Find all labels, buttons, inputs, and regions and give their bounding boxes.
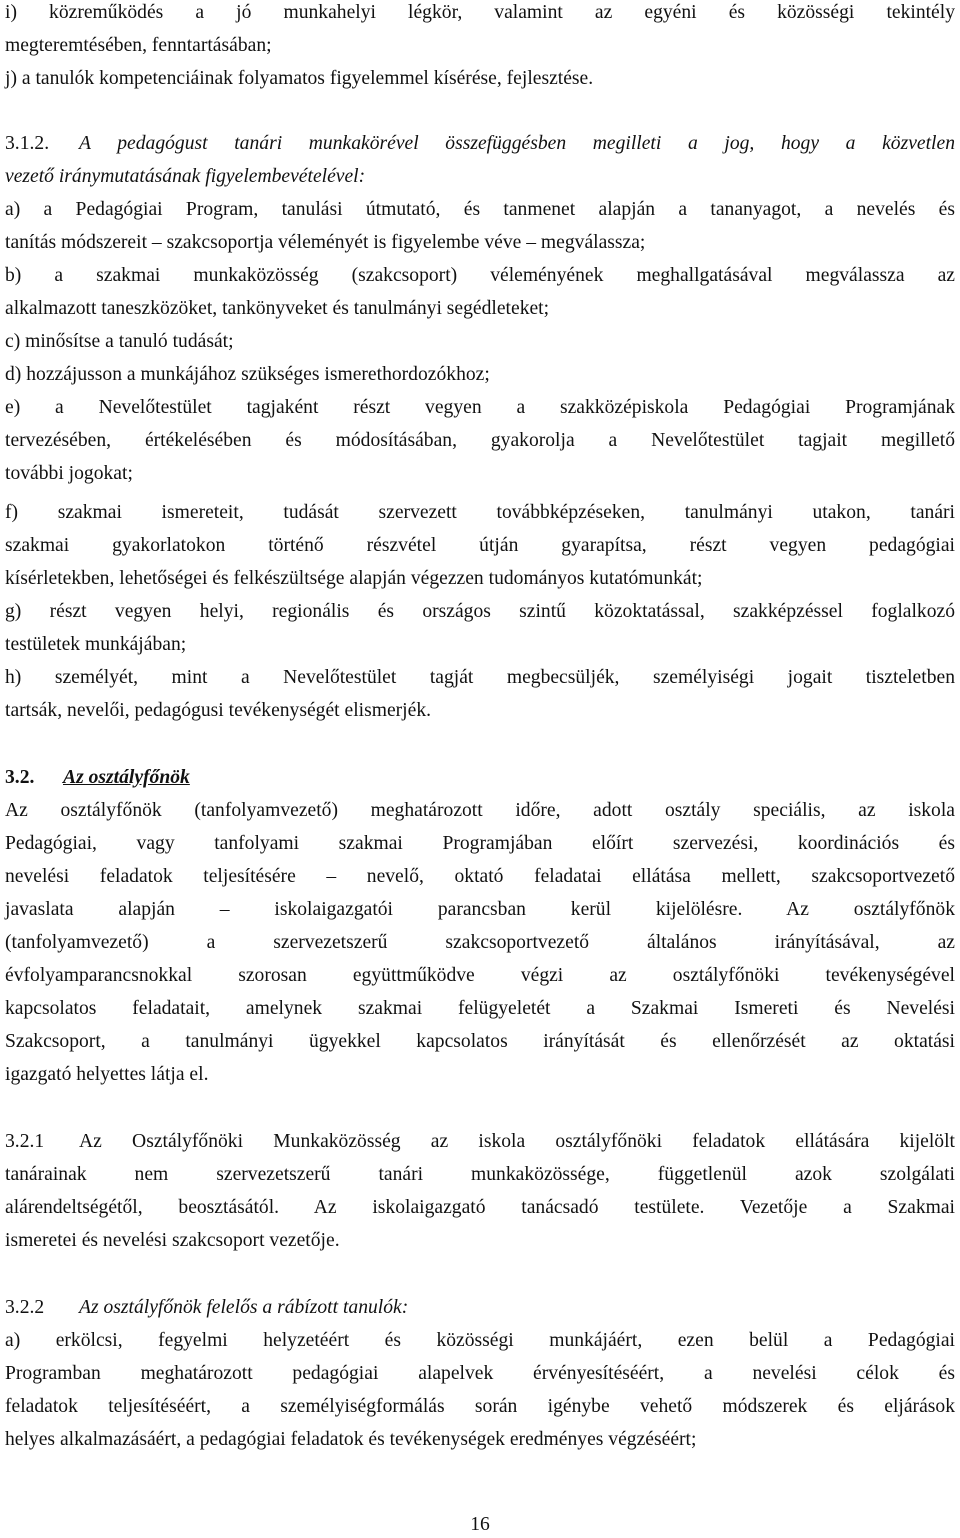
right-f-line1: f) szakmai ismereteit, tudását szervezett továbbképzéseken, tanulmányi utakon, tanári (5, 502, 955, 523)
right-e-line1: e) a Nevelőtestület tagjaként részt vegyen a szakközépiskola Pedagógiai Programjának (5, 397, 955, 418)
right-e-line3: további jogokat; (5, 463, 133, 484)
section-3-2-1-line3: alárendeltségétől, beosztásától. Az iskolaigazgató tanácsadó testülete. Vezetője a Szakmai (5, 1197, 955, 1218)
right-f-line3: kísérletekben, lehetőségei és felkészültsége alapján végezzen tudományos kutatómunkát; (5, 568, 703, 589)
section-3-2-para-line2: Pedagógiai, vagy tanfolyami szakmai Programjában előírt szervezési, koordinációs és (5, 833, 955, 854)
right-e-line2: tervezésében, értékelésében és módosításában, gyakorolja a Nevelőtestület tagjait megillető (5, 430, 955, 451)
section-3-2-number: 3.2. (5, 767, 35, 788)
right-g-line1: g) részt vegyen helyi, regionális és országos szintű közoktatással, szakképzéssel foglalkozó (5, 601, 955, 622)
right-h-line1: h) személyét, mint a Nevelőtestület tagját megbecsüljék, személyiségi jogait tiszteletben (5, 667, 955, 688)
section-3-2-1-line1 (5, 1125, 955, 1158)
section-3-2-2-title: Az osztályfőnök felelős a rábízott tanulók: (79, 1297, 409, 1318)
section-3-2-para-line1: Az osztályfőnök (tanfolyamvezető) meghatározott időre, adott osztály speciális, az iskola (5, 800, 955, 821)
right-a-line2: tanítás módszereit – szakcsoportja véleményét is figyelembe véve – megválassza; (5, 232, 646, 253)
section-3-2-para-line7: kapcsolatos feladatait, amelynek szakmai felügyeletét a Szakmai Ismereti és Nevelési (5, 998, 955, 1019)
section-3-1-2-line1 (5, 127, 955, 160)
section-3-1-2-line2: vezető iránymutatásának figyelembevételével: (5, 166, 366, 187)
right-b-line2: alkalmazott taneszközöket, tankönyveket és tanulmányi segédleteket; (5, 298, 550, 319)
section-3-1-2-number: 3.1.2. (5, 133, 50, 154)
section-3-1-2-title: A pedagógust tanári munkakörével összefüggésben megilleti a jog, hogy a közvetlen (79, 133, 955, 154)
list-item-j: j) a tanulók kompetenciáinak folyamatos figyelemmel kísérése, fejlesztése. (5, 68, 594, 89)
right-a-line1: a) a Pedagógiai Program, tanulási útmutató, és tanmenet alapján a tananyagot, a nevelés és (5, 199, 955, 220)
right-c: c) minősítse a tanuló tudását; (5, 331, 234, 352)
section-3-2-2-heading (5, 1291, 955, 1324)
section-3-2-1-line4: ismeretei és nevelési szakcsoport vezetője. (5, 1230, 340, 1251)
right-b-line1: b) a szakmai munkaközösség (szakcsoport) véleményének meghallgatásával megválassza az (5, 265, 955, 286)
right-d: d) hozzájusson a munkájához szükséges ismerethordozókhoz; (5, 364, 490, 385)
section-3-2-para-line6: évfolyamparancsnokkal szorosan együttműködve végzi az osztályfőnöki tevékenységével (5, 965, 955, 986)
right-f-line2: szakmai gyakorlatokon történő részvétel útján gyarapítsa, részt vegyen pedagógiai (5, 535, 955, 556)
section-3-2-title: Az osztályfőnök (63, 767, 190, 788)
page-number: 16 (470, 1514, 490, 1535)
duty-a-line4: helyes alkalmazásáért, a pedagógiai feladatok és tevékenységek eredményes végzéséért; (5, 1429, 697, 1450)
section-3-2-heading (5, 761, 955, 794)
duty-a-line1: a) erkölcsi, fegyelmi helyzetéért és közösségi munkájáért, ezen belül a Pedagógiai (5, 1330, 955, 1351)
section-3-2-para-line3: nevelési feladatok teljesítésére – nevelő, oktató feladatai ellátása mellett, szakcsoportvezető (5, 866, 955, 887)
duty-a-line2: Programban meghatározott pedagógiai alapelvek érvényesítéséért, a nevelési célok és (5, 1363, 955, 1384)
right-g-line2: testületek munkájában; (5, 634, 187, 655)
section-3-2-1-line2: tanárainak nem szervezetszerű tanári munkaközössége, függetlenül azok szolgálati (5, 1164, 955, 1185)
section-3-2-para-line8: Szakcsoport, a tanulmányi ügyekkel kapcsolatos irányítását és ellenőrzését az oktatási (5, 1031, 955, 1052)
list-item-i-line1: i) közreműködés a jó munkahelyi légkör, valamint az egyéni és közösségi tekintély (5, 2, 955, 23)
list-item-i-line2: megteremtésében, fenntartásában; (5, 35, 272, 56)
section-3-2-1-text: Az Osztályfőnöki Munkaközösség az iskola osztályfőnöki feladatok ellátására kijelölt (79, 1131, 955, 1152)
section-3-2-para-line9: igazgató helyettes látja el. (5, 1064, 209, 1085)
section-3-2-para-line4: javaslata alapján – iskolaigazgatói parancsban kerül kijelölésre. Az osztályfőnök (5, 899, 955, 920)
right-h-line2: tartsák, nevelői, pedagógusi tevékenységét elismerjék. (5, 700, 432, 721)
duty-a-line3: feladatok teljesítéséért, a személyiségformálás során igénybe vehető módszerek és eljárások (5, 1396, 955, 1417)
section-3-2-1-number: 3.2.1 (5, 1131, 45, 1152)
section-3-2-para-line5: (tanfolyamvezető) a szervezetszerű szakcsoportvezető általános irányításával, az (5, 932, 955, 953)
section-3-2-2-number: 3.2.2 (5, 1297, 45, 1318)
